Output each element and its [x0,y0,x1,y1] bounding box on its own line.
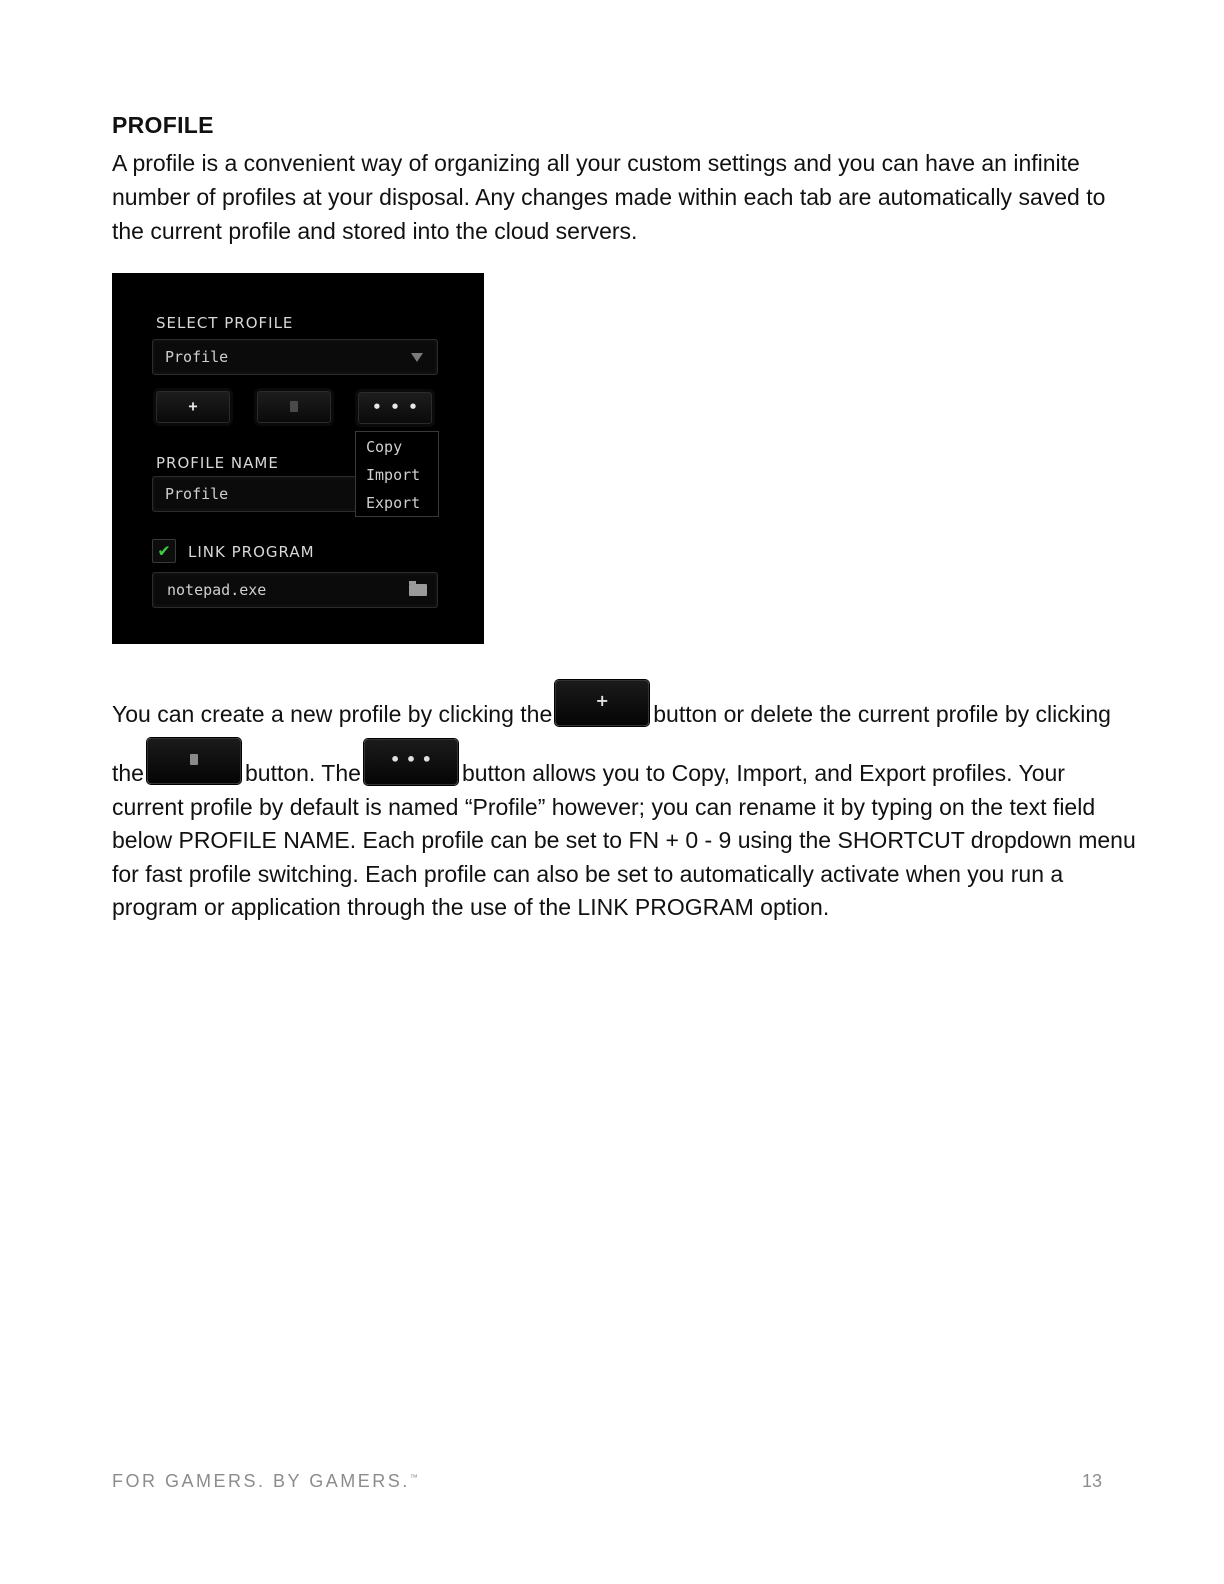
footer-tagline-text: FOR GAMERS. BY GAMERS. [112,1471,410,1491]
chevron-down-icon [411,353,423,362]
delete-profile-button[interactable] [257,391,331,423]
intro-line: number of profiles at your disposal. Any changes made within each tab are automatically saved to [112,184,1106,210]
inline-more-button-image: • • • [364,739,458,785]
checkmark-icon: ✔ [158,540,170,561]
body-line [112,691,1122,746]
intro-paragraph [112,146,1112,248]
more-options-menu [355,431,439,517]
menu-item-import[interactable]: Import [366,466,421,484]
trash-icon [190,754,198,765]
menu-item-export[interactable]: Export [366,494,421,512]
trash-icon [290,401,298,412]
menu-item-copy[interactable]: Copy [366,438,403,456]
add-profile-button[interactable]: + [156,391,230,423]
body-line: for fast profile switching. Each profile can also be set to automatically activate when you run a [112,861,1064,887]
inline-delete-button-image [147,738,241,784]
program-path-value: notepad.exe [167,581,267,599]
footer-tagline [112,1471,418,1492]
select-profile-label: SELECT PROFILE [156,314,294,332]
more-options-button[interactable]: • • • [358,392,432,424]
intro-line: the current profile and stored into the cloud servers. [112,218,638,244]
link-program-checkbox[interactable] [152,539,176,563]
body-line: program or application through the use of the LINK PROGRAM option. [112,894,830,920]
trademark-symbol: ™ [409,1473,418,1482]
profile-name-field[interactable] [152,476,364,512]
profile-panel-screenshot [112,273,484,644]
program-path-field[interactable] [152,572,438,608]
inline-add-button-image: + [555,680,649,726]
folder-icon[interactable] [409,584,427,596]
intro-line: A profile is a convenient way of organizing all your custom settings and you can have an infinite [112,150,1080,176]
body-text: button. The [244,760,361,786]
body-text: You can create a new profile by clicking the [112,701,553,727]
select-profile-value: Profile [165,348,229,366]
body-text: button allows you to Copy, Import, and Export profiles. Your [461,760,1065,786]
body-line: current profile by default is named “Profile” however; you can rename it by typing on the text field [112,794,1096,820]
body-text: the [112,760,144,786]
body-text: button or delete the current profile by clicking [653,701,1111,727]
select-profile-dropdown[interactable] [152,339,438,375]
link-program-label: LINK PROGRAM [188,543,315,561]
profile-name-value: Profile [165,485,229,503]
body-line: below PROFILE NAME. Each profile can be set to FN + 0 - 9 using the SHORTCUT dropdown menu [112,827,1136,853]
section-heading: PROFILE [112,112,214,138]
profile-name-label: PROFILE NAME [156,454,279,472]
page-number: 13 [1082,1471,1103,1491]
